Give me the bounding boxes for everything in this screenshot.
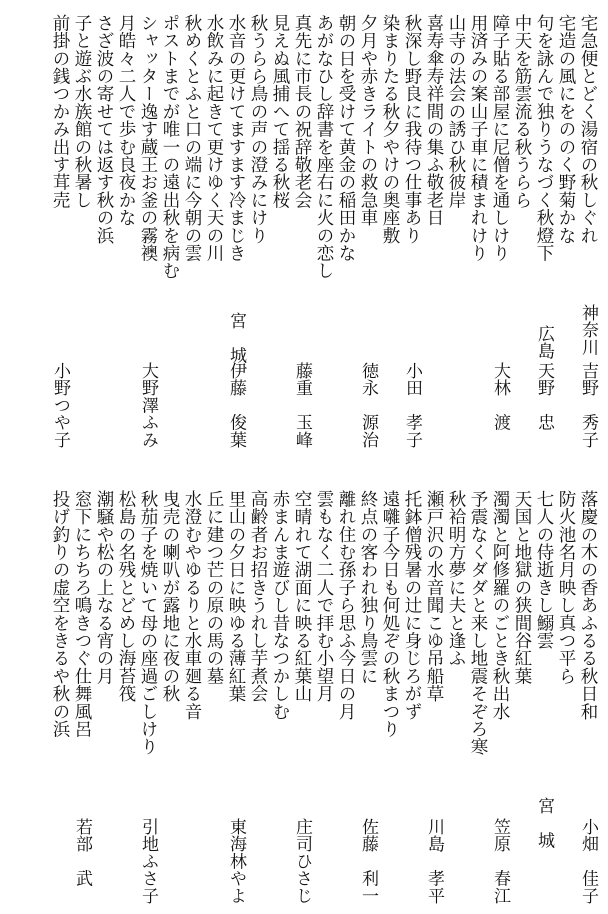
haiku-line: 濁濁と阿修羅のごとき秋出水 — [490, 490, 510, 721]
author-name: 天野 忠 — [534, 362, 554, 431]
author-name: 小田 孝子 — [402, 362, 422, 448]
haiku-line: 松島の名残とどめし海苔筏 — [116, 490, 136, 703]
haiku-line: 山寺の法会の誘ひ秋彼岸 — [446, 14, 466, 209]
haiku-line: 中天を筋雲流る秋うらら — [512, 14, 532, 209]
author-name: 川島 孝平 — [424, 818, 444, 904]
haiku-line: 秋うらら鳥の声の澄みにけり — [248, 14, 268, 245]
author-name: 若部 武 — [72, 818, 92, 887]
haiku-line: 喜寿傘寿祥間の集ふ敬老日 — [424, 14, 444, 227]
author-name: 吉野 秀子 — [578, 362, 598, 448]
haiku-line: 見えぬ風捕へて揺る秋桜 — [270, 14, 290, 209]
haiku-line: シャッター逸す蔵王お釜の霧襖 — [138, 14, 158, 262]
haiku-line: 水澄むやゆるりと水車廻る音 — [182, 490, 202, 721]
author-name: 引地ふさ子 — [138, 818, 158, 904]
author-name: 小畑 佳子 — [578, 818, 598, 904]
haiku-line: 赤まんま遊びし昔なつかしむ — [270, 490, 290, 721]
haiku-line: あがなひし辞書を座右に火の恋し — [314, 14, 334, 280]
haiku-line: 真先に市長の祝辞敬老会 — [292, 14, 312, 209]
haiku-line: 天国と地獄の狭間谷紅葉 — [512, 490, 532, 685]
author-name: 庄司ひさじ — [292, 818, 312, 904]
haiku-line: 空晴れて湖面に映る紅葉山 — [292, 490, 312, 703]
haiku-line: 曳売の喇叭が露地に夜の秋 — [160, 490, 180, 703]
author-prefecture: 広島 — [534, 325, 554, 360]
haiku-line: 瀬戸沢の水音聞こゆ吊船草 — [424, 490, 444, 703]
haiku-line: 秋深し野良に我待つ仕事あり — [402, 14, 422, 245]
author-prefecture: 神奈川 — [578, 304, 598, 356]
author-name: 徳永 源治 — [358, 362, 378, 448]
haiku-line: 離れ住む孫子ら思ふ今日の月 — [336, 490, 356, 721]
haiku-line: 宅造の風にをののく野菊かな — [556, 14, 576, 245]
haiku-line: 水音の更けてますます冷まじき — [226, 14, 246, 262]
haiku-line: 水飲みに起きて更けゆく天の川 — [204, 14, 224, 262]
author-prefecture: 宮 城 — [534, 797, 554, 849]
haiku-line: 秋めくとふと口の端に今朝の雲 — [182, 14, 202, 262]
author-name: 笠原 春江 — [490, 818, 510, 904]
haiku-line: 月皓々二人で歩む良夜かな — [116, 14, 136, 227]
haiku-line: 遠囃子今日も何処ぞの秋まつり — [380, 490, 400, 738]
haiku-line: 障子貼る部屋に尼僧を通しけり — [490, 14, 510, 262]
haiku-line: 秋茄子を焼いて母の座過ごしけり — [138, 490, 158, 756]
haiku-line: 雲もなく二人で拝む小望月 — [314, 490, 334, 703]
haiku-line: 宅急便とどく湯宿の秋しぐれ — [578, 14, 598, 245]
haiku-line: 句を詠んで独りうなづく秋燈下 — [534, 14, 554, 262]
author-name: 佐藤 利一 — [358, 818, 378, 904]
haiku-line: ポストまでが唯一の遠出秋を病む — [160, 14, 180, 280]
haiku-line: 丘に建つ芒の原の馬の墓 — [204, 490, 224, 685]
author-name: 小野つや子 — [50, 362, 70, 448]
author-name: 伊藤 俊葉 — [226, 362, 246, 448]
author-name: 東海林やよ — [226, 818, 246, 904]
haiku-line: 子と遊ぶ水族館の秋暑し — [72, 14, 92, 209]
author-name: 大野澤ふみ — [138, 362, 158, 448]
haiku-line: 潮騒や松の上なる宵の月 — [94, 490, 114, 685]
haiku-line: 落慶の木の香あふるる秋日和 — [578, 490, 598, 721]
haiku-line: 夕月や赤きライトの救急車 — [358, 14, 378, 227]
author-name: 大林 渡 — [490, 362, 510, 431]
haiku-line: 朝の日を受けて黄金の稲田かな — [336, 14, 356, 262]
haiku-line: 托鉢僧残暑の辻に身じろがず — [402, 490, 422, 721]
haiku-line: 染まりたる秋夕やけの奥座敷 — [380, 14, 400, 245]
haiku-line: 終点の客われ独り鳥雲に — [358, 490, 378, 685]
haiku-line: 予震なくダダと来し地震そぞろ寒 — [468, 490, 488, 756]
haiku-line: さざ波の寄せては返す秋の浜 — [94, 14, 114, 245]
author-prefecture: 宮 城 — [226, 312, 246, 364]
haiku-line: 用済みの案山子車に積まれけり — [468, 14, 488, 262]
haiku-line: 秋袷明方夢に夫と逢ふ — [446, 490, 466, 667]
author-name: 藤重 玉峰 — [292, 362, 312, 448]
haiku-line: 窓下にちちろ鳴きつぐ仕舞風呂 — [72, 490, 92, 738]
haiku-line: 前掛の銭つかみ出す茸売 — [50, 14, 70, 209]
haiku-line: 里山の夕日に映ゆる薄紅葉 — [226, 490, 246, 703]
haiku-line: 投げ釣りの虚空をきるや秋の浜 — [50, 490, 70, 738]
haiku-line: 高齢者お招きうれし芋煮会 — [248, 490, 268, 703]
haiku-line: 防火池名月映し真つ平ら — [556, 490, 576, 685]
haiku-line: 七人の侍逝きし鰯雲 — [534, 490, 554, 650]
